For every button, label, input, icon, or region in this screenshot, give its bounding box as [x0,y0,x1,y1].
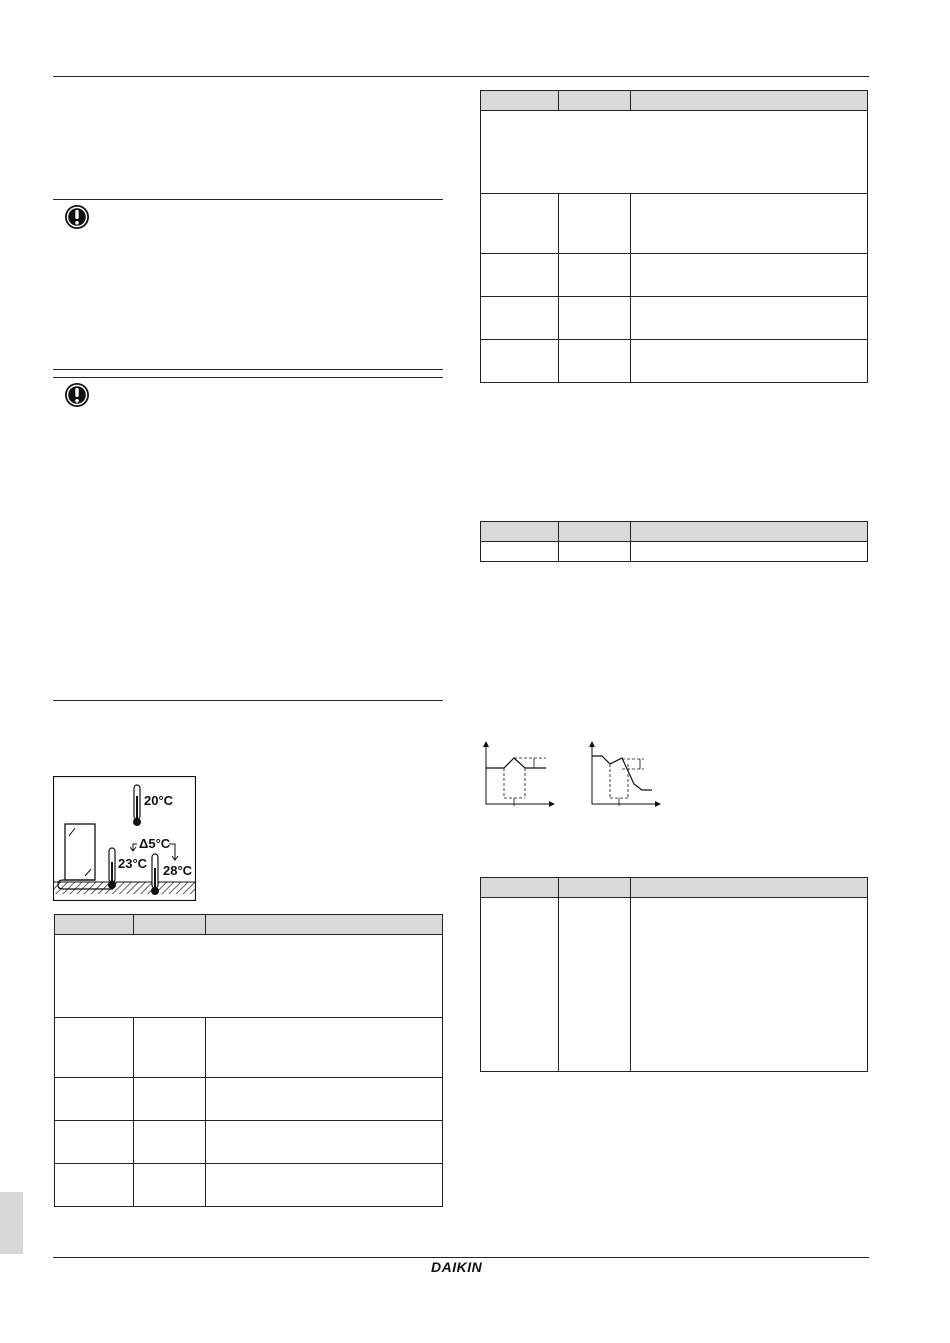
temperature-graph-right [584,738,664,810]
caution-bottom-rule-1 [53,369,443,370]
table-row [55,1078,443,1121]
table-row [481,254,868,297]
table-header-row [55,915,443,935]
settings-table-right-3 [480,877,868,1072]
floor-temp-label: 28°C [163,863,193,878]
caution-top-rule-2 [53,377,443,378]
table-row [55,935,443,1018]
temperature-graph-left [478,738,560,810]
table-header-row [481,91,868,111]
room-temp-label: 20°C [144,793,174,808]
side-tab [0,1192,23,1254]
footer-rule [53,1257,869,1258]
table-header-row [481,522,868,542]
table-row [481,111,868,194]
settings-table-right-2 [480,521,868,562]
table-header-row [481,878,868,898]
table-row [481,898,868,1072]
table-row [481,542,868,562]
table-row [481,340,868,383]
caution-top-rule-1 [53,199,443,200]
settings-table-right-1 [480,90,868,383]
thermometer-icon [151,854,159,895]
thermometer-icon [108,848,116,889]
delta-label: Δ5°C [139,836,171,851]
table-row [55,1121,443,1164]
caution-icon [64,382,90,408]
caution-bottom-rule-2 [53,700,443,701]
daikin-logo: DAIKIN [431,1259,483,1275]
supply-temp-label: 23°C [118,856,148,871]
table-row [55,1018,443,1078]
table-row [481,194,868,254]
settings-table-left [54,914,443,1207]
floor-heating-figure [53,776,196,901]
thermometer-icon [133,785,141,826]
table-row [55,1164,443,1207]
header-rule [53,76,869,77]
caution-icon [64,204,90,230]
table-row [481,297,868,340]
